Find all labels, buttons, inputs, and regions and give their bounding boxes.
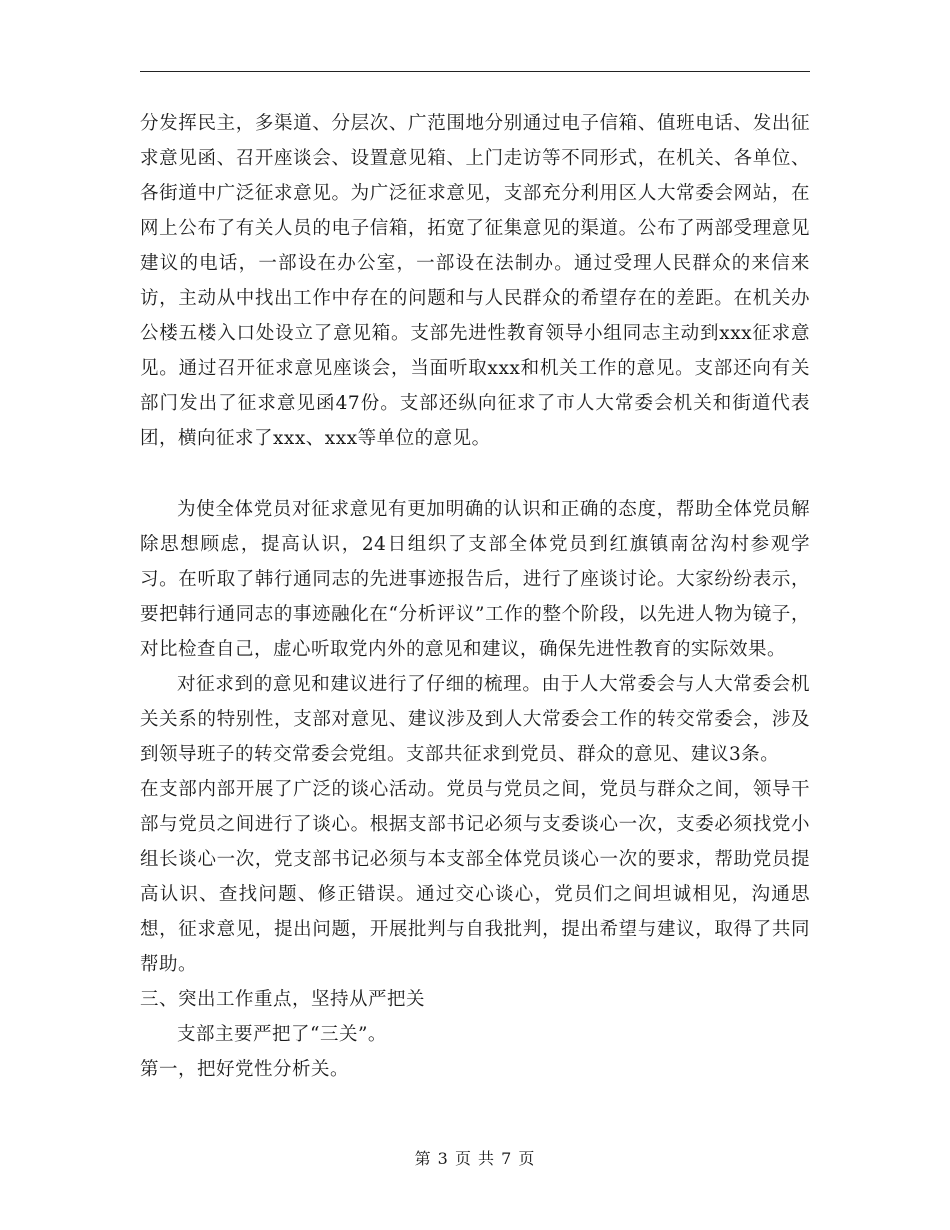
paragraph-first-check: 第一，把好党性分析关。	[140, 1059, 350, 1080]
section-heading-three: 三、突出工作重点，坚持从严把关	[140, 989, 426, 1010]
paragraph-study-visit: 为使全体党员对征求意见有更加明确的认识和正确的态度，帮助全体党员解除思想顾虑，提高认识，24日组织了支部全体党员到红旗镇南岔沟村参观学习。在听取了韩行通同志的先进事迹报告后，进行了座谈讨论。大家纷纷表示，要把韩行通同志的事迹融化在“分析评议”工作的整个阶段，以先进人物为镜子，对比检查自己，虚心听取党内外的意见和建议，确保先进性教育的实际效果。	[140, 499, 810, 660]
document-body	[140, 106, 810, 1087]
page-footer: 第 3 页 共 7 页	[414, 1149, 536, 1168]
paragraph-opinion-channels: 分发挥民主，多渠道、分层次、广范围地分别通过电子信箱、值班电话、发出征求意见函、召开座谈会、设置意见箱、上门走访等不同形式，在机关、各单位、各街道中广泛征求意见。为广泛征求意见，支部充分利用区人大常委会网站，在网上公布了有关人员的电子信箱，拓宽了征集意见的渠道。公布了两部受理意见建议的电话，一部设在办公室，一部设在法制办。通过受理人民群众的来信来访，主动从中找出工作中存在的问题和与人民群众的希望存在的差距。在机关办公楼五楼入口处设立了意见箱。支部先进性教育领导小组同志主动到xxx征求意见。通过召开征求意见座谈会，当面听取xxx和机关工作的意见。支部还向有关部门发出了征求意见函47份。支部还纵向征求了市人大常委会机关和街道代表团，横向征求了xxx、xxx等单位的意见。	[140, 113, 810, 449]
header-rule	[140, 71, 810, 72]
paragraph-gap	[140, 456, 810, 492]
paragraph-opinion-sorting: 对征求到的意见和建议进行了仔细的梳理。由于人大常委会与人大常委会机关关系的特别性，支部对意见、建议涉及到人大常委会工作的转交常委会，涉及到领导班子的转交常委会党组。支部共征求到党员、群众的意见、建议3条。	[140, 674, 810, 765]
paragraph-heart-talks: 在支部内部开展了广泛的谈心活动。党员与党员之间，党员与群众之间，领导干部与党员之间进行了谈心。根据支部书记必须与支委谈心一次，支委必须找党小组长谈心一次，党支部书记必须与本支部全体党员谈心一次的要求，帮助党员提高认识、查找问题、修正错误。通过交心谈心，党员们之间坦诚相见，沟通思想，征求意见，提出问题，开展批判与自我批判，提出希望与建议，取得了共同帮助。	[140, 779, 810, 975]
paragraph-three-checks: 支部主要严把了“三关”。	[177, 1024, 387, 1045]
